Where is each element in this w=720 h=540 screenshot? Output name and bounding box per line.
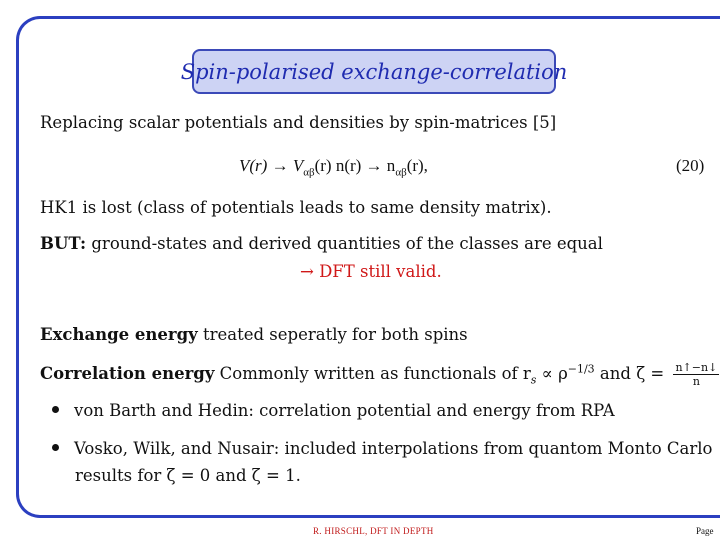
equation-lhs: V(r) → V (239, 156, 304, 175)
equation-number: (20) (676, 156, 705, 175)
intro-text: Replacing scalar potentials and densities by spin-matrices [5] (40, 113, 557, 132)
correlation-label: Correlation energy (40, 364, 215, 383)
equation (239, 156, 428, 178)
bullet-icon (52, 444, 59, 451)
bullet-text: von Barth and Hedin: correlation potential and energy from RPA (74, 401, 615, 420)
equation-sub-1: αβ (303, 166, 315, 179)
zeta-denominator: n (692, 375, 700, 388)
equation-mid: (r) n(r) → n (314, 156, 396, 175)
exchange-label: Exchange energy (40, 325, 198, 344)
correlation-prop: ∝ ρ (536, 364, 568, 383)
exchange-text: treated seperatly for both spins (197, 325, 468, 344)
footer-page: Page (696, 526, 714, 536)
correlation-exp: −1/3 (567, 362, 595, 376)
list-item (52, 401, 615, 420)
equation-sub-2: αβ (395, 166, 407, 179)
zeta-fraction (673, 361, 719, 388)
correlation-and: and ζ = (594, 364, 670, 383)
exchange-line (40, 325, 468, 344)
bullet-text: Vosko, Wilk, and Nusair: included interpolations from quantom Monto Carlo (74, 439, 713, 458)
equation-tail: (r), (406, 156, 428, 175)
list-item (52, 439, 712, 458)
but-text: ground-states and derived quantities of the classes are equal (86, 234, 603, 253)
bullet-continuation: results for ζ = 0 and ζ = 1. (75, 466, 301, 485)
correlation-sub: s (530, 373, 537, 387)
dft-valid-line: → DFT still valid. (300, 262, 442, 281)
zeta-numerator: n↑−n↓ (675, 361, 718, 374)
slide-title: Spin-polarised exchange-correlation (180, 59, 568, 84)
bullet-icon (52, 406, 59, 413)
correlation-line (40, 361, 719, 388)
but-line (40, 234, 603, 253)
slide-title-box (180, 49, 568, 94)
hk1-line: HK1 is lost (class of potentials leads to same density matrix). (40, 198, 552, 217)
but-label: BUT: (40, 234, 87, 253)
correlation-text: Commonly written as functionals of r (214, 364, 531, 383)
footer-author: R. HIRSCHL, DFT IN DEPTH (313, 526, 434, 536)
equation-row (0, 156, 720, 180)
